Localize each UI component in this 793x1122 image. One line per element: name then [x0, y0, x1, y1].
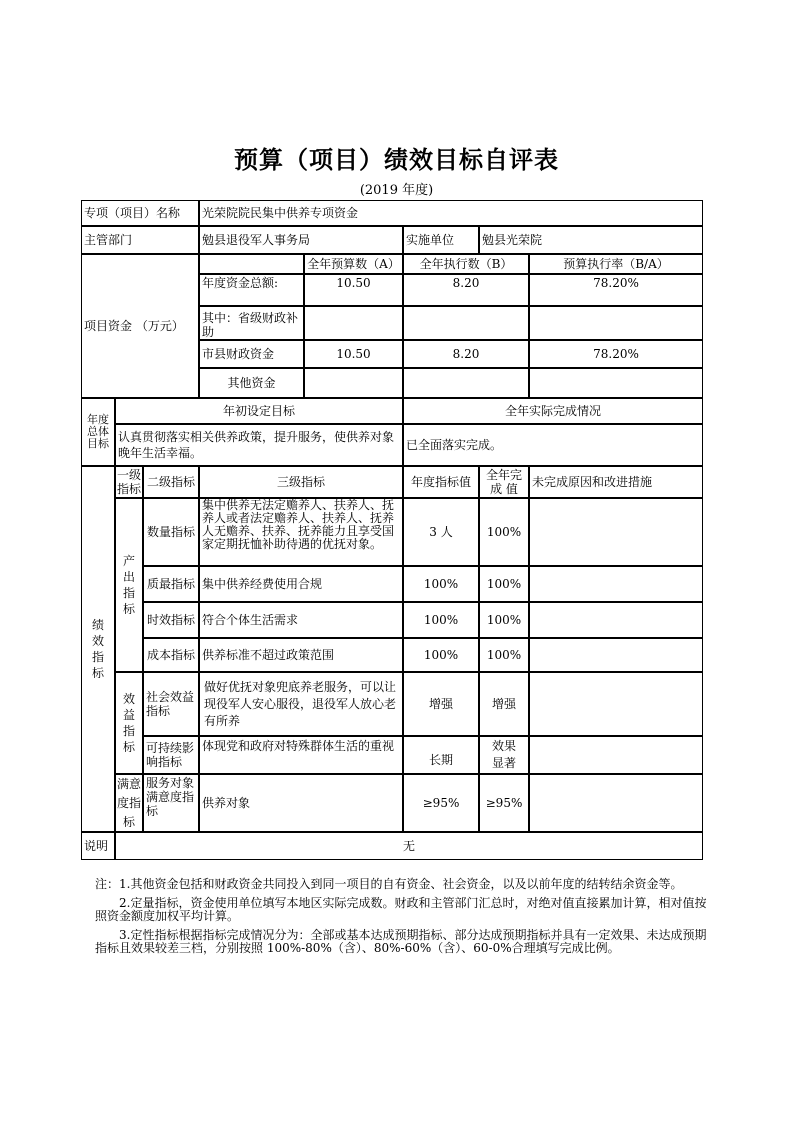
quantity-actual: 100%: [479, 498, 529, 566]
quantity-target: 3 人: [403, 498, 479, 566]
initial-goal-header: 年初设定目标: [115, 398, 403, 424]
funds-row-exec: [403, 368, 529, 398]
funds-header-rate: 预算执行率（B/A）: [529, 254, 703, 274]
annual-goal-label: 年度总体目标: [81, 398, 115, 466]
cost-indicator-label: 成本指标: [143, 638, 199, 672]
year-subtitle: (2019 年度): [359, 183, 434, 198]
level2-header: 二级指标: [143, 466, 199, 498]
funds-header-budget: 全年预算数（A）: [304, 254, 403, 274]
sustainable-impact-actual: 效果显著: [479, 736, 529, 774]
cost-reason: [529, 638, 703, 672]
funds-row-rate: [529, 368, 703, 398]
funds-row-budget: [304, 306, 403, 340]
cost-indicator-desc: 供养标准不超过政策范围: [199, 638, 403, 672]
funds-row-exec: 8.20: [403, 274, 529, 306]
remark-label: 说明: [81, 832, 115, 860]
funds-row-label: 其中：省级财政补助: [199, 306, 304, 340]
quality-indicator-desc: 集中供养经费使用合规: [199, 566, 403, 602]
service-satisfaction-desc: 供养对象: [199, 774, 403, 832]
reason-header: 未完成原因和改进措施: [529, 466, 703, 498]
impl-unit-value: 勉县光荣院: [479, 226, 703, 254]
sustainable-impact-label: 可持续影响指标: [143, 736, 199, 774]
social-benefit-label: 社会效益指标: [143, 672, 199, 736]
service-satisfaction-actual: ≥95%: [479, 774, 529, 832]
cost-target: 100%: [403, 638, 479, 672]
social-benefit-desc: 做好优抚对象兜底养老服务，可以让现役军人安心服役，退役军人放心老有所养: [199, 672, 403, 736]
funds-row-exec: [403, 306, 529, 340]
service-satisfaction-target: ≥95%: [403, 774, 479, 832]
cost-actual: 100%: [479, 638, 529, 672]
actual-result-header: 全年实际完成情况: [403, 398, 703, 424]
funds-row-budget: 10.50: [304, 340, 403, 368]
quantity-indicator-label: 数量指标: [143, 498, 199, 566]
benefit-indicator-label: 效益指标: [115, 672, 143, 774]
funds-row-label: 年度资金总额:: [199, 274, 304, 306]
social-benefit-actual: 增强: [479, 672, 529, 736]
evaluation-table: [81, 200, 703, 860]
target-header: 年度指标值: [403, 466, 479, 498]
dept-value: 勉县退役军人事务局: [199, 226, 403, 254]
output-indicator-label: 产出指标: [115, 498, 143, 672]
social-benefit-reason: [529, 672, 703, 736]
sustainable-impact-desc: 体现党和政府对特殊群体生活的重视: [199, 736, 403, 774]
impl-unit-label: 实施单位: [403, 226, 479, 254]
funds-row-rate: [529, 306, 703, 340]
page-title: 预算（项目）绩效目标自评表: [234, 146, 559, 174]
funds-row-budget: 10.50: [304, 274, 403, 306]
funds-row-rate: 78.20%: [529, 340, 703, 368]
timeliness-target: 100%: [403, 602, 479, 638]
sustainable-impact-reason: [529, 736, 703, 774]
remark-value: 无: [115, 832, 703, 860]
footnote-2: 2.定量指标，资金使用单位填写本地区实际完成数。财政和主管部门汇总时，对绝对值直接累加计算，相对值按照资金额度加权平均计算。: [95, 896, 707, 923]
footnote-1: 注：1.其他资金包括和财政资金共同投入到同一项目的自有资金、社会资金，以及以前年度的结转结余资金等。: [95, 877, 683, 891]
actual-header: 全年完成 值: [479, 466, 529, 498]
funds-header-blank: [199, 254, 304, 274]
dept-label: 主管部门: [81, 226, 199, 254]
performance-indicator-label: 绩效指标: [81, 466, 115, 832]
quality-indicator-label: 质最指标: [143, 566, 199, 602]
timeliness-actual: 100%: [479, 602, 529, 638]
funds-row-label: 市县财政资金: [199, 340, 304, 368]
project-name-label: 专项（项目）名称: [81, 200, 199, 226]
level1-header: 一级指标: [116, 468, 141, 496]
quality-actual: 100%: [479, 566, 529, 602]
actual-result-text: 已全面落实完成。: [403, 424, 703, 466]
sustainable-impact-target: 长期: [403, 736, 479, 774]
footnote-3: 3.定性指标根据指标完成情况分为：全部或基本达成预期指标、部分达成预期指标并具有一定效果、未达成预期指标且效果较差三档，分别按照 100%-80%（含）、80%-60%（含）、60-0%合理填写完成比例。: [95, 928, 707, 955]
quality-target: 100%: [403, 566, 479, 602]
funds-row-label: 其他资金: [199, 368, 304, 398]
timeliness-reason: [529, 602, 703, 638]
level3-header: 三级指标: [199, 466, 403, 498]
funds-header-exec: 全年执行数（B）: [403, 254, 529, 274]
funds-row-rate: 78.20%: [529, 274, 703, 306]
satisfaction-indicator-label: 满意度指标: [115, 774, 143, 832]
quantity-reason: [529, 498, 703, 566]
footnotes: [95, 878, 707, 961]
timeliness-indicator-label: 时效指标: [143, 602, 199, 638]
service-satisfaction-reason: [529, 774, 703, 832]
social-benefit-target: 增强: [403, 672, 479, 736]
quality-reason: [529, 566, 703, 602]
quantity-indicator-desc: 集中供养无法定赡养人、扶养人、抚养人或者法定赡养人、扶养人、抚养人无赡养、扶养、抚养能力且享受国家定期抚恤补助待遇的优抚对象。: [199, 498, 403, 566]
timeliness-indicator-desc: 符合个体生活需求: [199, 602, 403, 638]
service-satisfaction-label: 服务对象满意度指标: [143, 774, 199, 832]
project-name-value: 光荣院院民集中供养专项资金: [199, 200, 703, 226]
funds-label: 项目资金 （万元）: [81, 254, 199, 398]
initial-goal-text: 认真贯彻落实相关供养政策，提升服务，使供养对象晚年生活幸福。: [115, 424, 403, 466]
funds-row-exec: 8.20: [403, 340, 529, 368]
funds-row-budget: [304, 368, 403, 398]
